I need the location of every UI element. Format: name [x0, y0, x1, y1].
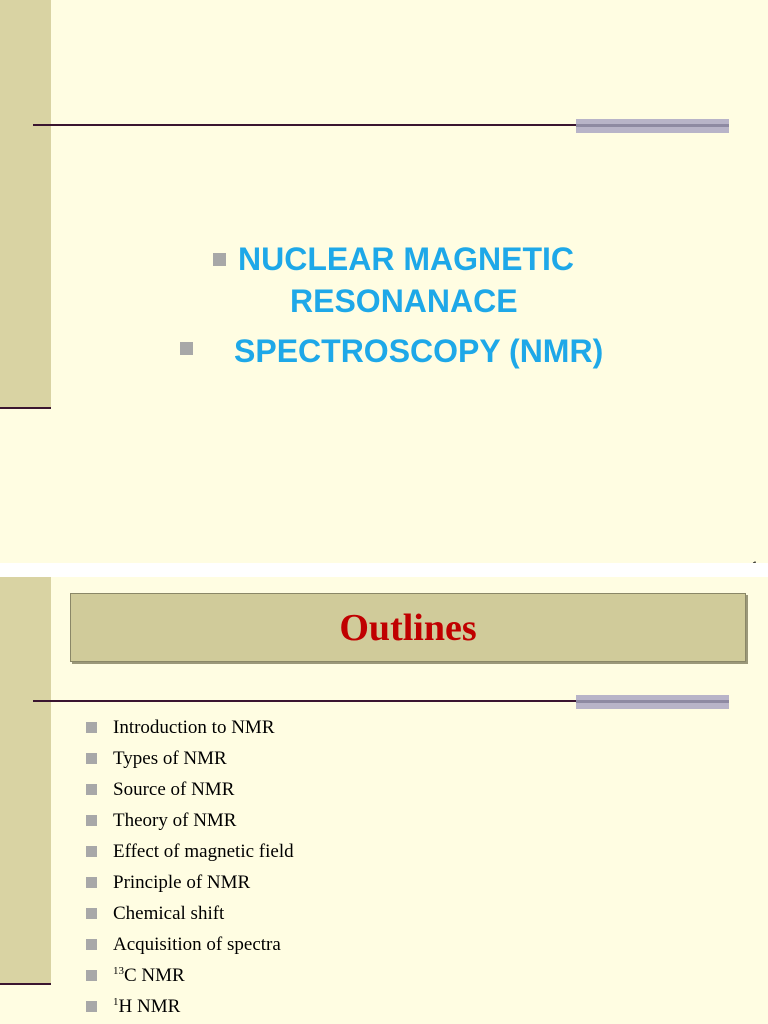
square-bullet-icon	[86, 846, 97, 857]
title-line-1: NUCLEAR MAGNETIC	[238, 241, 574, 277]
slide-gap	[0, 563, 768, 577]
square-bullet-icon	[86, 877, 97, 888]
square-bullet-icon	[86, 908, 97, 919]
list-item: Chemical shift	[86, 898, 294, 929]
title-line-2: RESONANACE	[290, 283, 518, 319]
outline-list	[86, 712, 294, 1022]
list-item: Introduction to NMR	[86, 712, 294, 743]
list-item: Principle of NMR	[86, 867, 294, 898]
list-item: Types of NMR	[86, 743, 294, 774]
list-item: $^{13}$C NMR	[86, 960, 294, 991]
square-bullet-icon	[86, 970, 97, 981]
slide-2	[0, 577, 768, 1024]
slide-sidebar	[0, 0, 51, 408]
list-item: Acquisition of spectra	[86, 929, 294, 960]
square-bullet-icon	[86, 939, 97, 950]
header-accent-bar	[576, 119, 729, 133]
list-item: Theory of NMR	[86, 805, 294, 836]
sidebar-rule	[0, 407, 51, 409]
square-bullet-icon	[213, 253, 226, 266]
header-accent-bar	[576, 695, 729, 709]
list-item: $^1$H NMR	[86, 991, 294, 1022]
outlines-title: Outlines	[339, 606, 477, 649]
outlines-header-box	[70, 593, 746, 662]
title-line-3: SPECTROSCOPY (NMR)	[234, 333, 604, 369]
list-item: Source of NMR	[86, 774, 294, 805]
square-bullet-icon	[86, 1001, 97, 1012]
square-bullet-icon	[86, 815, 97, 826]
slide-sidebar	[0, 577, 51, 984]
square-bullet-icon	[86, 722, 97, 733]
list-item: Effect of magnetic field	[86, 836, 294, 867]
square-bullet-icon	[86, 753, 97, 764]
square-bullet-icon	[86, 784, 97, 795]
square-bullet-icon	[180, 342, 193, 355]
sidebar-rule	[0, 983, 51, 985]
